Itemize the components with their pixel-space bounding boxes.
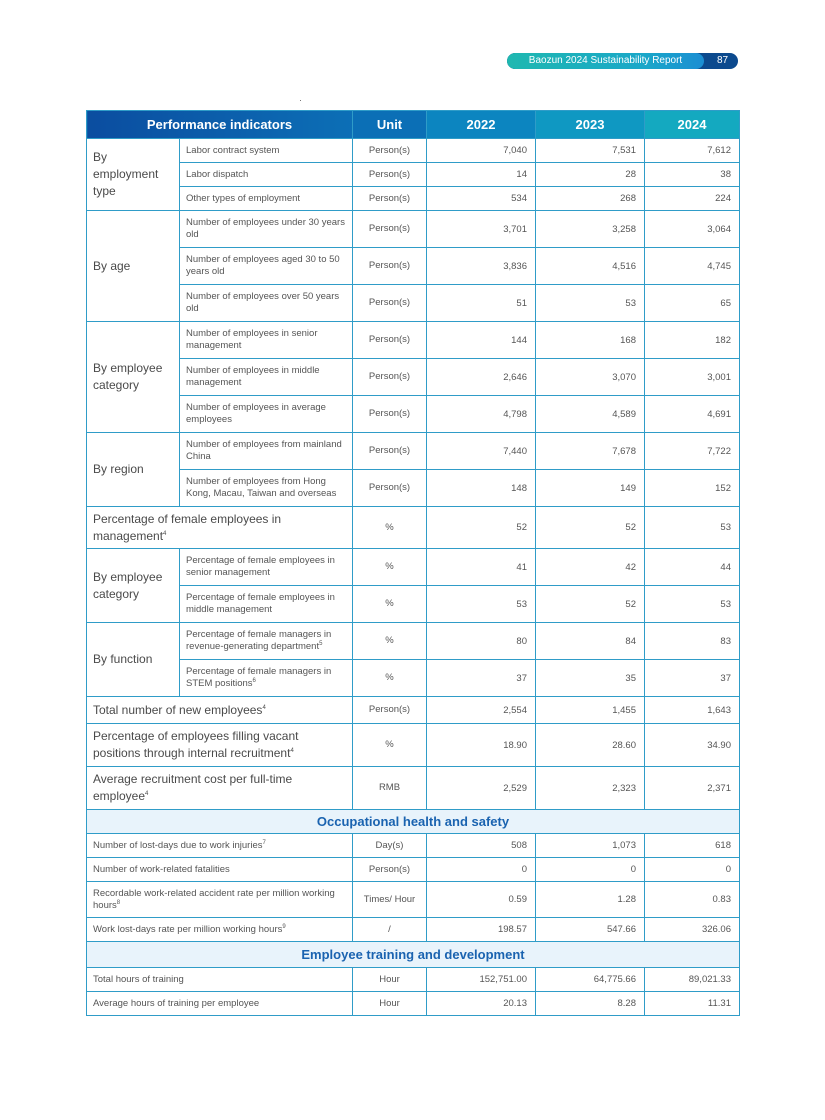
col-header-2023: 2023 [536,111,645,139]
row-unit: Person(s) [353,433,427,470]
value-2023: 168 [536,322,645,359]
value-2024: 34.90 [645,724,740,767]
row-unit: % [353,507,427,549]
value-2022: 14 [427,163,536,187]
table-row [87,359,740,396]
value-2022: 80 [427,623,536,660]
row-label: Labor contract system [180,139,353,163]
group-label: By employment type [87,139,180,211]
row-unit: Person(s) [353,285,427,322]
row-label: Other types of employment [180,187,353,211]
row-label: Number of employees under 30 years old [180,211,353,248]
row-label: Number of employees in average employees [180,396,353,433]
row-label: Number of lost-days due to work injuries$^7$ [87,834,353,858]
table-row [87,507,740,549]
group-label: By region [87,433,180,507]
value-2024: 53 [645,507,740,549]
value-2024: 65 [645,285,740,322]
value-2022: 4,798 [427,396,536,433]
row-label: Number of employees from Hong Kong, Macau, Taiwan and overseas [180,470,353,507]
value-2024: 38 [645,163,740,187]
table-row [87,549,740,586]
value-2023: 8.28 [536,992,645,1016]
value-2023: 3,258 [536,211,645,248]
row-unit: % [353,623,427,660]
row-label: Recordable work-related accident rate per million working hours$^8$ [87,882,353,918]
row-unit: % [353,586,427,623]
stray-dot [300,100,301,101]
table-row [87,918,740,942]
table-row [87,433,740,470]
value-2024: 7,612 [645,139,740,163]
value-2023: 7,678 [536,433,645,470]
value-2024: 7,722 [645,433,740,470]
value-2022: 2,529 [427,767,536,810]
value-2024: 3,064 [645,211,740,248]
row-unit: Person(s) [353,470,427,507]
value-2022: 0.59 [427,882,536,918]
row-label: Number of employees aged 30 to 50 years old [180,248,353,285]
value-2023: 149 [536,470,645,507]
value-2023: 35 [536,660,645,697]
row-unit: % [353,724,427,767]
value-2024: 152 [645,470,740,507]
row-unit: Person(s) [353,697,427,724]
value-2024: 83 [645,623,740,660]
col-header-2024: 2024 [645,111,740,139]
page-number: 87 [716,55,729,66]
value-2023: 3,070 [536,359,645,396]
value-2024: 3,001 [645,359,740,396]
row-label: Percentage of female managers in revenue-generating department$^5$ [180,623,353,660]
table-row [87,187,740,211]
value-2022: 53 [427,586,536,623]
value-2022: 198.57 [427,918,536,942]
value-2022: 52 [427,507,536,549]
value-2023: 4,516 [536,248,645,285]
row-label: Percentage of female employees in middle management [180,586,353,623]
value-2024: 4,745 [645,248,740,285]
value-2024: 2,371 [645,767,740,810]
section-row [87,810,740,834]
row-label: Number of employees over 50 years old [180,285,353,322]
value-2024: 182 [645,322,740,359]
value-2024: 37 [645,660,740,697]
col-header-2022: 2022 [427,111,536,139]
table-row [87,858,740,882]
table-row [87,163,740,187]
table-header-row [87,111,740,139]
group-label: By employee category [87,549,180,623]
table-row [87,724,740,767]
value-2023: 1,073 [536,834,645,858]
value-2022: 508 [427,834,536,858]
table-row [87,968,740,992]
section-title-training: Employee training and development [87,942,740,968]
value-2022: 7,440 [427,433,536,470]
table-row [87,211,740,248]
value-2023: 268 [536,187,645,211]
table-row [87,834,740,858]
row-unit: % [353,549,427,586]
row-label: Work lost-days rate per million working hours$^9$ [87,918,353,942]
table-row [87,139,740,163]
value-2022: 7,040 [427,139,536,163]
section-row [87,942,740,968]
value-2023: 52 [536,586,645,623]
row-label: Percentage of female managers in STEM positions$^6$ [180,660,353,697]
row-label: Percentage of employees filling vacant positions through internal recruitment$^4$ [87,724,353,767]
table-row [87,470,740,507]
value-2022: 41 [427,549,536,586]
value-2023: 2,323 [536,767,645,810]
row-unit: Person(s) [353,211,427,248]
table-row [87,697,740,724]
col-header-unit: Unit [353,111,427,139]
row-unit: RMB [353,767,427,810]
report-header-badge [507,53,738,69]
row-unit: Person(s) [353,396,427,433]
value-2024: 44 [645,549,740,586]
value-2023: 7,531 [536,139,645,163]
value-2022: 148 [427,470,536,507]
group-label: By function [87,623,180,697]
value-2024: 1,643 [645,697,740,724]
value-2022: 3,836 [427,248,536,285]
table-row [87,992,740,1016]
row-label: Number of employees in middle management [180,359,353,396]
table-row [87,248,740,285]
value-2023: 84 [536,623,645,660]
table-row [87,660,740,697]
table-row [87,322,740,359]
value-2023: 1,455 [536,697,645,724]
row-unit: Person(s) [353,139,427,163]
value-2023: 42 [536,549,645,586]
table-row [87,767,740,810]
row-unit: Hour [353,992,427,1016]
value-2023: 53 [536,285,645,322]
row-unit: / [353,918,427,942]
value-2022: 51 [427,285,536,322]
group-label: By age [87,211,180,322]
row-label: Number of employees in senior management [180,322,353,359]
row-unit: Day(s) [353,834,427,858]
value-2024: 326.06 [645,918,740,942]
value-2024: 4,691 [645,396,740,433]
col-header-indicators: Performance indicators [87,111,353,139]
value-2022: 18.90 [427,724,536,767]
table-row [87,623,740,660]
row-label: Labor dispatch [180,163,353,187]
row-label: Percentage of female employees in management$^4$ [87,507,353,549]
report-title: Baozun 2024 Sustainability Report [507,53,704,69]
value-2023: 547.66 [536,918,645,942]
value-2024: 11.31 [645,992,740,1016]
value-2024: 0.83 [645,882,740,918]
row-label: Percentage of female employees in senior management [180,549,353,586]
value-2024: 618 [645,834,740,858]
row-label: Average hours of training per employee [87,992,353,1016]
value-2023: 1.28 [536,882,645,918]
value-2022: 20.13 [427,992,536,1016]
value-2023: 64,775.66 [536,968,645,992]
row-unit: Person(s) [353,858,427,882]
row-unit: Person(s) [353,359,427,396]
value-2022: 152,751.00 [427,968,536,992]
value-2023: 28 [536,163,645,187]
table-row [87,285,740,322]
row-unit: Person(s) [353,187,427,211]
table-row [87,882,740,918]
row-unit: Times/ Hour [353,882,427,918]
value-2022: 3,701 [427,211,536,248]
table-row [87,396,740,433]
row-unit: % [353,660,427,697]
value-2024: 224 [645,187,740,211]
value-2022: 534 [427,187,536,211]
row-label: Number of work-related fatalities [87,858,353,882]
group-label: By employee category [87,322,180,433]
value-2023: 52 [536,507,645,549]
row-label: Number of employees from mainland China [180,433,353,470]
row-label: Total hours of training [87,968,353,992]
value-2023: 0 [536,858,645,882]
value-2022: 37 [427,660,536,697]
value-2024: 0 [645,858,740,882]
value-2022: 0 [427,858,536,882]
row-unit: Person(s) [353,322,427,359]
value-2023: 28.60 [536,724,645,767]
value-2024: 53 [645,586,740,623]
table-row [87,586,740,623]
row-label: Average recruitment cost per full-time employee$^4$ [87,767,353,810]
row-unit: Hour [353,968,427,992]
row-label: Total number of new employees$^4$ [87,697,353,724]
section-title-ohs: Occupational health and safety [87,810,740,834]
value-2022: 144 [427,322,536,359]
performance-table [86,110,740,1016]
value-2022: 2,646 [427,359,536,396]
value-2023: 4,589 [536,396,645,433]
row-unit: Person(s) [353,163,427,187]
value-2024: 89,021.33 [645,968,740,992]
value-2022: 2,554 [427,697,536,724]
row-unit: Person(s) [353,248,427,285]
